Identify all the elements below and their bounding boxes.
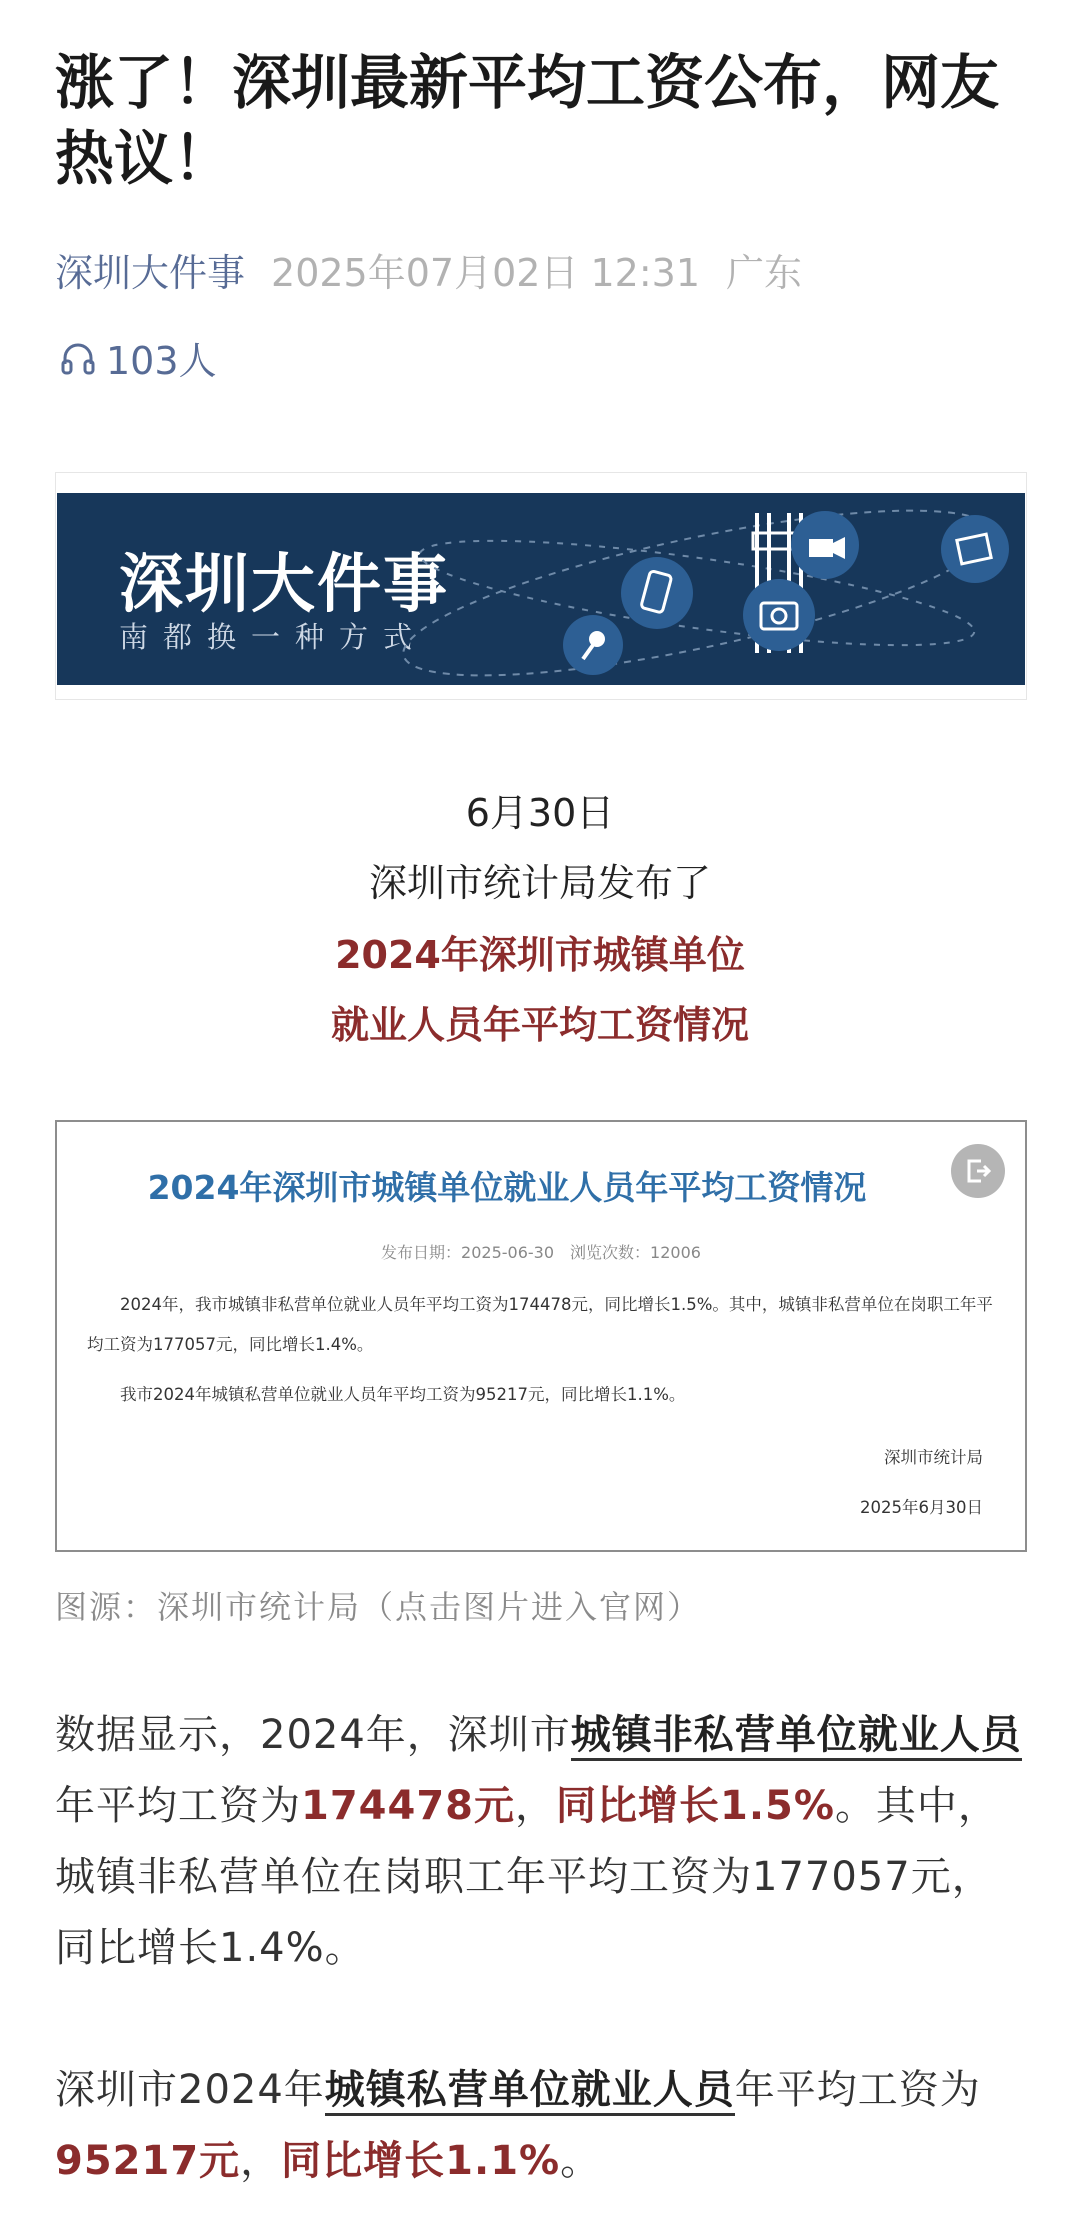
author-link[interactable]: 深圳大件事 xyxy=(55,251,246,295)
text: 年平均工资为 xyxy=(734,2067,981,2113)
image-caption[interactable]: 图源：深圳市统计局（点击图片进入官网） xyxy=(55,1588,702,1626)
intro-date: 6月30日 xyxy=(465,791,615,835)
article-title: 涨了！深圳最新平均工资公布，网友热议！ xyxy=(55,48,1000,193)
official-notice-image[interactable] xyxy=(55,1120,1027,1552)
text: ， xyxy=(240,2138,282,2184)
newspaper-icon xyxy=(941,515,1009,583)
highlight-value: 同比增长1.1% xyxy=(281,2138,561,2184)
text: 。其中，城镇非私营单位在岗职工年平均工资为177057元，同比增长1.4%。 xyxy=(55,1783,999,1971)
listen-button[interactable] xyxy=(58,330,217,385)
text: ， xyxy=(515,1783,556,1829)
share-icon[interactable] xyxy=(951,1144,1005,1198)
highlight-value: 同比增长1.5% xyxy=(556,1783,835,1829)
highlight-value: 95217元 xyxy=(55,2138,241,2184)
text: 深圳市2024年 xyxy=(55,2067,325,2113)
notice-paragraph-2: 我市2024年城镇私营单位就业人员年平均工资为95217元，同比增长1.1%。 xyxy=(120,1385,686,1404)
highlight-value: 174478元 xyxy=(301,1783,515,1829)
intro-headline-1: 2024年深圳市城镇单位 xyxy=(335,933,745,977)
text: 数据显示，2024年，深圳市 xyxy=(55,1712,571,1758)
notice-paragraph-1: 2024年，我市城镇非私营单位就业人员年平均工资为174478元，同比增长1.5%。其中，城镇非私营单位在岗职工年平均工资为177057元，同比增长1.4%。 xyxy=(87,1295,993,1354)
publish-date: 2025年07月02日 12:31 xyxy=(271,251,701,295)
body-paragraph-1 xyxy=(55,1700,1030,1984)
listener-count: 103人 xyxy=(106,339,217,383)
banner-subtitle: 南都换一种方式 xyxy=(119,620,428,654)
notice-signature: 深圳市统计局 xyxy=(884,1448,983,1467)
camera-icon xyxy=(743,579,815,651)
text: 年平均工资为 xyxy=(55,1783,301,1829)
notice-meta: 发布日期：2025-06-30 浏览次数：12006 xyxy=(381,1243,701,1262)
video-camera-icon xyxy=(791,511,859,579)
article-meta xyxy=(55,248,802,298)
intro-publisher: 深圳市统计局发布了 xyxy=(368,861,711,905)
headphones-icon xyxy=(58,338,98,378)
notice-title: 2024年深圳市城镇单位就业人员年平均工资情况 xyxy=(147,1168,867,1207)
banner xyxy=(57,493,1025,685)
banner-title: 深圳大件事 xyxy=(119,548,449,622)
underlined-term: 城镇非私营单位就业人员 xyxy=(571,1712,1022,1761)
body-paragraph-2 xyxy=(55,2055,1030,2197)
banner-image xyxy=(55,472,1027,700)
underlined-term: 城镇私营单位就业人员 xyxy=(325,2067,735,2116)
notice-sign-date: 2025年6月30日 xyxy=(860,1498,983,1517)
location: 广东 xyxy=(726,251,803,295)
banner-illustration xyxy=(57,493,1025,685)
intro-headline-2: 就业人员年平均工资情况 xyxy=(330,1003,749,1047)
phone-icon xyxy=(621,557,693,629)
microphone-icon xyxy=(563,615,623,675)
text: 。 xyxy=(560,2138,602,2184)
